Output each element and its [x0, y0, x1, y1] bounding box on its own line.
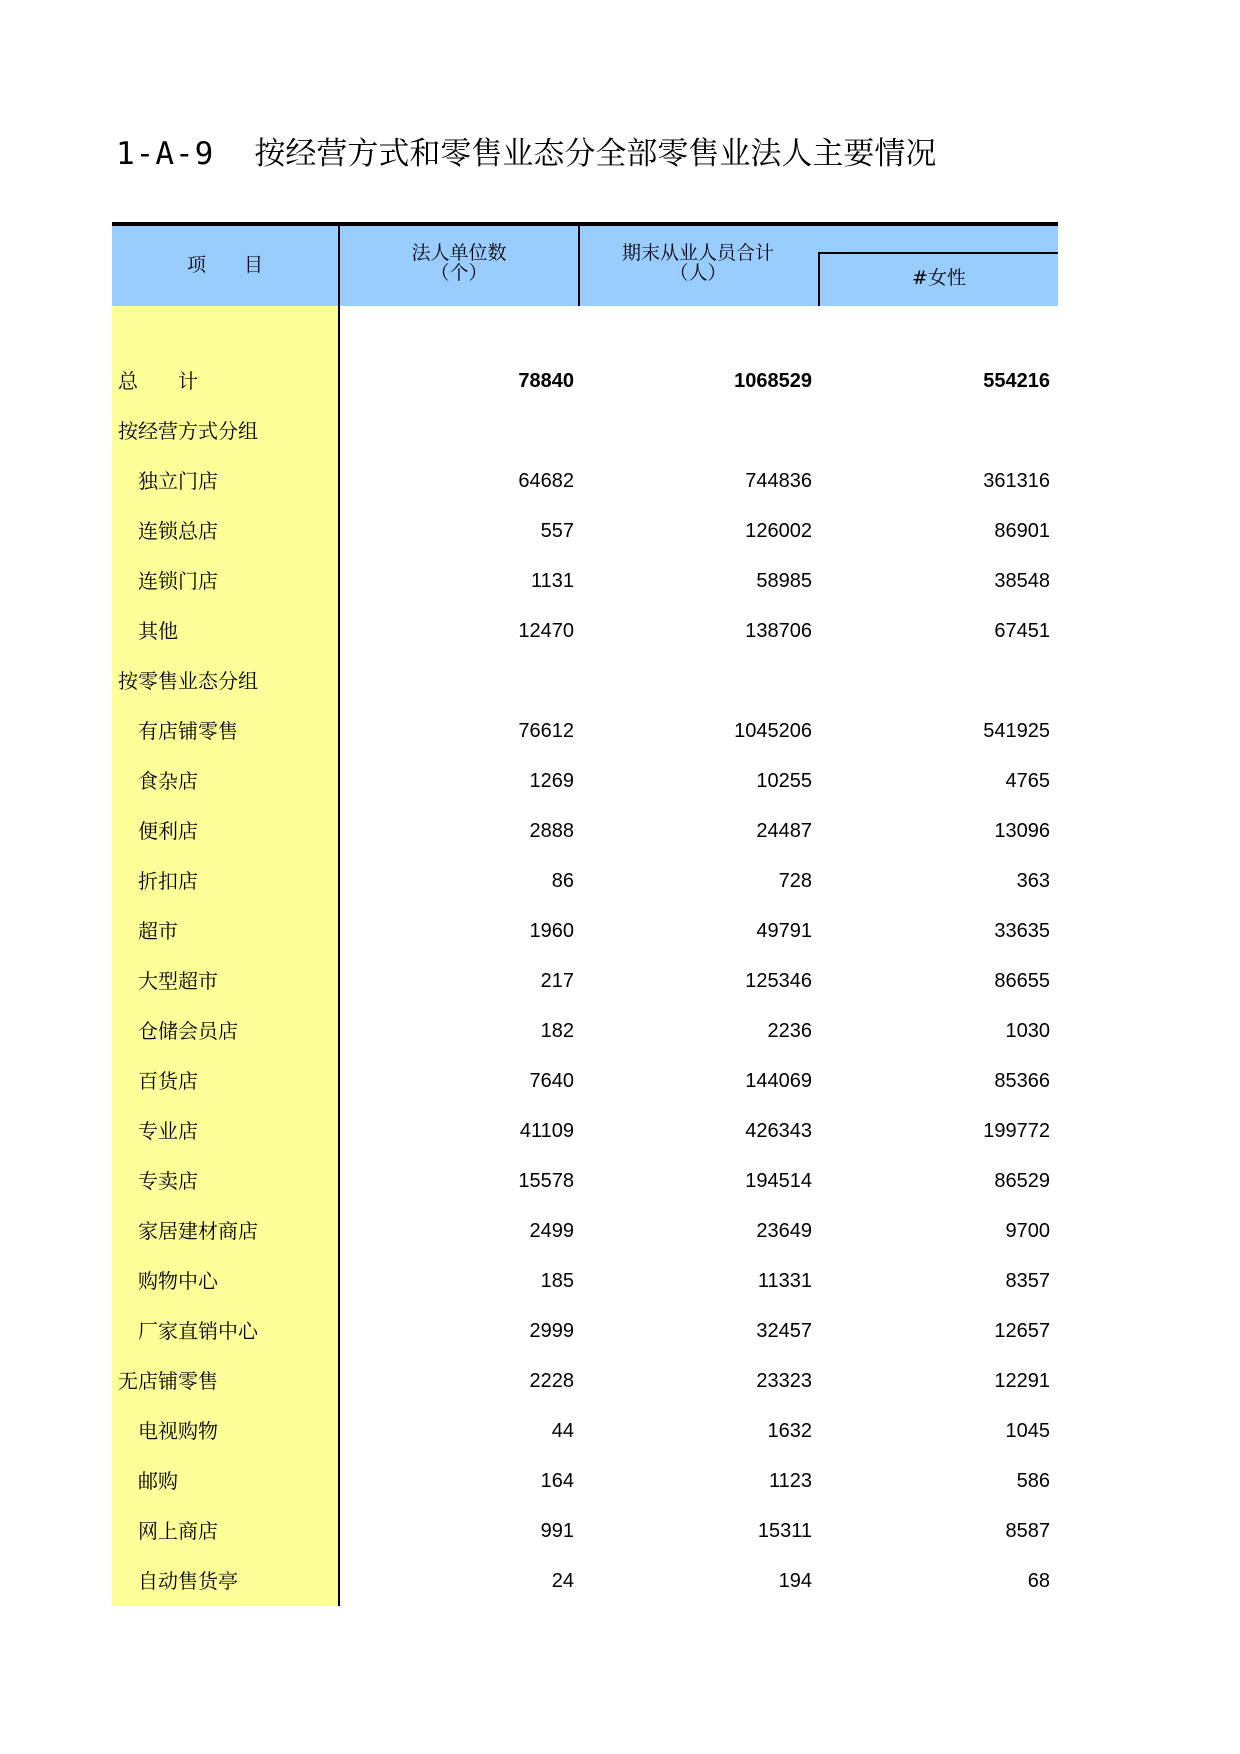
row-label: 其他: [138, 619, 178, 643]
table-row: [112, 1556, 1058, 1606]
header-units-unit: （个）: [430, 262, 488, 284]
row-label: 百货店: [138, 1069, 198, 1093]
table-title: 按经营方式和零售业态分全部零售业法人主要情况: [254, 136, 937, 172]
table-row: [112, 406, 1058, 456]
cell-female: 68: [1027, 1570, 1050, 1592]
header-employees-unit: （人）: [669, 262, 727, 284]
row-label: 自动售货亭: [138, 1569, 238, 1593]
table-row: [112, 1106, 1058, 1156]
cell-employees: 194: [778, 1570, 812, 1592]
row-label: 仓储会员店: [138, 1019, 238, 1043]
header-item: 项 目: [186, 254, 263, 276]
table-row: [112, 1056, 1058, 1106]
cell-units: 2999: [529, 1320, 574, 1342]
cell-female: 67451: [994, 620, 1050, 642]
cell-units: 164: [540, 1470, 574, 1492]
header-units: [340, 243, 578, 283]
table-row: [112, 656, 1058, 706]
cell-units: 185: [540, 1270, 574, 1292]
cell-units: 78840: [518, 370, 574, 392]
cell-units: 44: [551, 1420, 574, 1442]
row-label: 电视购物: [138, 1419, 218, 1443]
row-label: 连锁门店: [138, 569, 218, 593]
row-label: 网上商店: [138, 1519, 218, 1543]
header-subrule: [818, 252, 1058, 254]
cell-units: 2228: [529, 1370, 574, 1392]
cell-female: 86901: [994, 520, 1050, 542]
row-label: 便利店: [138, 819, 198, 843]
cell-employees: 11331: [757, 1270, 812, 1292]
cell-units: 1960: [529, 920, 574, 942]
table-row: [112, 956, 1058, 1006]
cell-female: 199772: [983, 1120, 1050, 1142]
cell-units: 182: [540, 1020, 574, 1042]
cell-units: 12470: [518, 620, 574, 642]
row-label: 大型超市: [138, 969, 218, 993]
cell-units: 1131: [530, 570, 574, 592]
cell-units: 217: [540, 970, 574, 992]
table-row: [112, 1006, 1058, 1056]
cell-employees: 426343: [745, 1120, 812, 1142]
cell-employees: 138706: [745, 620, 812, 642]
cell-units: 24: [551, 1570, 574, 1592]
cell-employees: 144069: [745, 1070, 812, 1092]
table-row: [112, 906, 1058, 956]
table-row: [112, 1156, 1058, 1206]
cell-employees: 58985: [756, 570, 812, 592]
cell-female: 86529: [994, 1170, 1050, 1192]
row-label: 独立门店: [138, 469, 218, 493]
cell-employees: 744836: [745, 470, 812, 492]
cell-employees: 1123: [768, 1470, 812, 1492]
row-label: 购物中心: [138, 1269, 218, 1293]
table-row: [112, 706, 1058, 756]
cell-employees: 49791: [756, 920, 812, 942]
row-label: 总 计: [118, 369, 198, 393]
table-row: [112, 1356, 1058, 1406]
cell-employees: 32457: [756, 1320, 812, 1342]
cell-units: 76612: [518, 720, 574, 742]
table-row: [112, 1406, 1058, 1456]
cell-employees: 15311: [757, 1520, 812, 1542]
table-code: 1-A-9: [116, 136, 215, 172]
row-label: 专业店: [138, 1119, 198, 1143]
cell-female: 13096: [994, 820, 1050, 842]
table-row: [112, 856, 1058, 906]
table-row: [112, 806, 1058, 856]
cell-female: 361316: [983, 470, 1050, 492]
cell-female: 33635: [994, 920, 1050, 942]
table-row: [112, 356, 1058, 406]
header-female: #女性: [912, 267, 966, 289]
cell-units: 15578: [518, 1170, 574, 1192]
cell-units: 1269: [529, 770, 574, 792]
cell-units: 2499: [529, 1220, 574, 1242]
cell-units: 86: [551, 870, 574, 892]
row-label: 无店铺零售: [118, 1369, 218, 1393]
row-label: 食杂店: [138, 769, 198, 793]
header-units-label: 法人单位数: [411, 242, 507, 264]
cell-units: 7640: [529, 1070, 574, 1092]
table-row: [112, 456, 1058, 506]
cell-female: 8357: [1005, 1270, 1050, 1292]
cell-units: 557: [540, 520, 574, 542]
cell-female: 363: [1016, 870, 1050, 892]
row-label: 专卖店: [138, 1169, 198, 1193]
cell-employees: 194514: [745, 1170, 812, 1192]
cell-female: 586: [1016, 1470, 1050, 1492]
table-row: [112, 1206, 1058, 1256]
cell-female: 85366: [994, 1070, 1050, 1092]
cell-female: 554216: [983, 370, 1050, 392]
row-label: 邮购: [138, 1469, 178, 1493]
table-row: [112, 606, 1058, 656]
cell-female: 9700: [1005, 1220, 1050, 1242]
cell-units: 64682: [518, 470, 574, 492]
cell-employees: 1632: [767, 1420, 812, 1442]
cell-employees: 23649: [756, 1220, 812, 1242]
table-row: [112, 1456, 1058, 1506]
table-row: [112, 1306, 1058, 1356]
cell-female: 4765: [1005, 770, 1050, 792]
cell-female: 1030: [1005, 1020, 1050, 1042]
cell-employees: 125346: [745, 970, 812, 992]
row-label: 家居建材商店: [138, 1219, 258, 1243]
table-row: [112, 1506, 1058, 1556]
cell-female: 541925: [983, 720, 1050, 742]
cell-employees: 126002: [745, 520, 812, 542]
page-title: [116, 128, 936, 173]
table-row: [112, 756, 1058, 806]
header-divider: [578, 226, 580, 306]
row-label: 按零售业态分组: [118, 669, 258, 693]
row-label: 折扣店: [138, 869, 198, 893]
table-row: [112, 1256, 1058, 1306]
cell-units: 991: [540, 1520, 574, 1542]
cell-employees: 24487: [756, 820, 812, 842]
row-label: 连锁总店: [138, 519, 218, 543]
cell-female: 12291: [994, 1370, 1050, 1392]
header-employees-label: 期末从业人员合计: [621, 242, 774, 264]
cell-female: 1045: [1005, 1420, 1050, 1442]
header-employees: [580, 243, 816, 283]
cell-female: 12657: [994, 1320, 1050, 1342]
cell-female: 8587: [1005, 1520, 1050, 1542]
cell-units: 41109: [519, 1120, 574, 1142]
cell-employees: 728: [778, 870, 812, 892]
cell-employees: 10255: [756, 770, 812, 792]
cell-units: 2888: [529, 820, 574, 842]
cell-female: 86655: [994, 970, 1050, 992]
row-label: 超市: [138, 919, 178, 943]
row-label: 有店铺零售: [138, 719, 238, 743]
cell-female: 38548: [994, 570, 1050, 592]
table-header: [112, 226, 1058, 306]
row-label: 厂家直销中心: [138, 1319, 258, 1343]
cell-employees: 1045206: [734, 720, 812, 742]
table-row: [112, 556, 1058, 606]
cell-employees: 2236: [767, 1020, 812, 1042]
header-divider: [818, 252, 820, 306]
table-row: [112, 506, 1058, 556]
cell-employees: 1068529: [734, 370, 812, 392]
row-label: 按经营方式分组: [118, 419, 258, 443]
cell-employees: 23323: [756, 1370, 812, 1392]
